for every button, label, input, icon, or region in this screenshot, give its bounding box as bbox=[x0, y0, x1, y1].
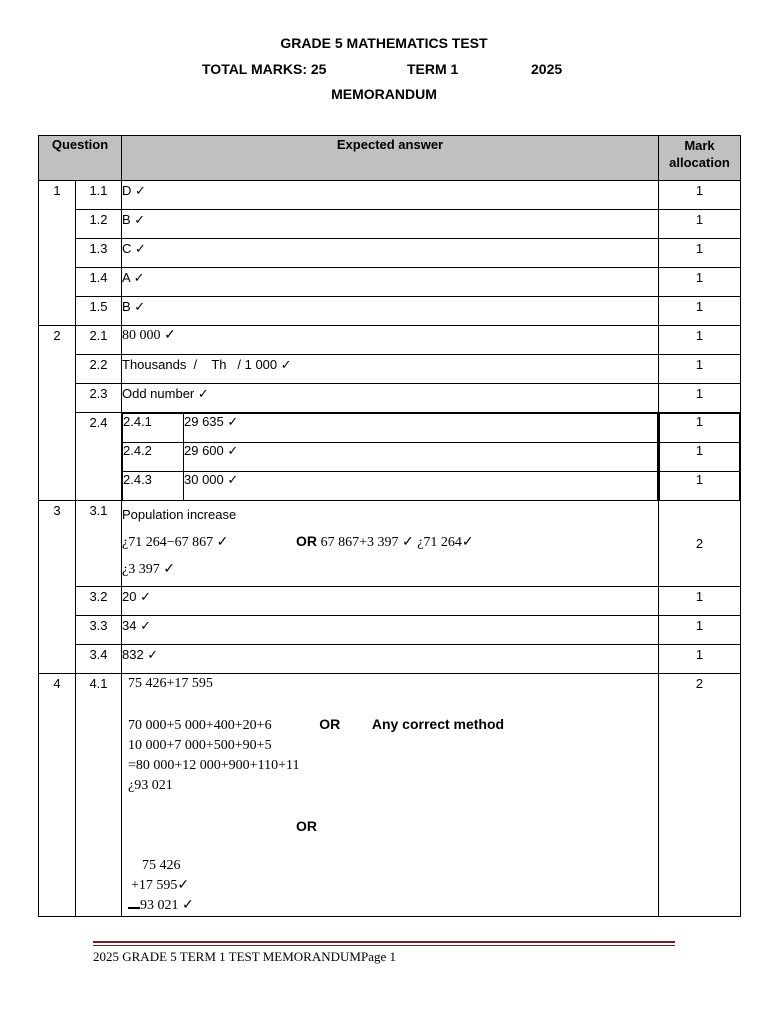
answer-cell: 832 ✓ bbox=[122, 645, 659, 674]
question-number: 1 bbox=[39, 181, 76, 326]
mark-subtable-cell bbox=[659, 413, 741, 501]
answer-line: Population increase bbox=[122, 507, 237, 522]
answer-cell: Thousands / Th / 1 000 ✓ bbox=[122, 355, 659, 384]
answer-cell: 80 000 ✓ bbox=[122, 326, 659, 355]
test-title: GRADE 5 MATHEMATICS TEST bbox=[280, 35, 488, 51]
answer-cell: D ✓ bbox=[122, 181, 659, 210]
working-text: 70 000+5 000+400+20+6 bbox=[128, 718, 272, 733]
sub-question: 2.1 bbox=[76, 326, 122, 355]
answer-line: ¿3 397 ✓ bbox=[122, 562, 175, 577]
answer-cell: A ✓ bbox=[122, 268, 659, 297]
mark-cell: 1 bbox=[660, 472, 740, 501]
mark-cell: 1 bbox=[660, 414, 740, 443]
answer-line bbox=[122, 528, 658, 556]
sub-sub-question: 2.4.3 bbox=[123, 472, 184, 501]
mark-cell: 1 bbox=[659, 355, 741, 384]
mark-cell: 1 bbox=[659, 587, 741, 616]
sub-question: 2.4 bbox=[76, 413, 122, 501]
page-footer: 2025 GRADE 5 TERM 1 TEST MEMORANDUMPage 1 bbox=[93, 949, 396, 964]
header-question: Question bbox=[39, 136, 122, 181]
sub-question: 2.2 bbox=[76, 355, 122, 384]
sub-question: 2.3 bbox=[76, 384, 122, 413]
mark-cell: 1 bbox=[659, 384, 741, 413]
sub-sub-question: 2.4.1 bbox=[123, 414, 184, 443]
any-method-note: Any correct method bbox=[371, 716, 505, 732]
answer-line: =80 000+12 000+900+110+11 bbox=[128, 758, 300, 773]
answer-subtable bbox=[122, 413, 658, 500]
sub-question: 1.1 bbox=[76, 181, 122, 210]
answer-line bbox=[128, 896, 652, 916]
answer-cell bbox=[122, 674, 659, 917]
answer-cell: 34 ✓ bbox=[122, 616, 659, 645]
or-label: OR bbox=[319, 716, 341, 732]
working-text: ¿71 264−67 867 ✓ bbox=[122, 535, 229, 550]
answer-cell: C ✓ bbox=[122, 239, 659, 268]
answer-cell: 30 000 ✓ bbox=[184, 472, 658, 501]
answer-cell: B ✓ bbox=[122, 210, 659, 239]
answer-cell: 29 635 ✓ bbox=[184, 414, 658, 443]
mark-cell: 1 bbox=[659, 239, 741, 268]
sub-question: 1.5 bbox=[76, 297, 122, 326]
mark-cell: 1 bbox=[659, 297, 741, 326]
sub-question: 3.1 bbox=[76, 501, 122, 587]
mark-subtable bbox=[659, 413, 740, 500]
answer-subtable-cell bbox=[122, 413, 659, 501]
question-number: 2 bbox=[39, 326, 76, 501]
memo-table bbox=[38, 135, 741, 917]
mark-cell: 1 bbox=[659, 268, 741, 297]
sub-question: 1.2 bbox=[76, 210, 122, 239]
mark-cell: 1 bbox=[659, 326, 741, 355]
sub-question: 1.3 bbox=[76, 239, 122, 268]
header-mark-line1: Mark bbox=[684, 138, 715, 153]
mark-cell: 1 bbox=[659, 181, 741, 210]
header-expected-answer: Expected answer bbox=[122, 136, 659, 181]
answer-line: +17 595✓ bbox=[131, 878, 190, 893]
header-mark-allocation bbox=[659, 136, 741, 181]
sub-question: 3.3 bbox=[76, 616, 122, 645]
term-label: TERM 1 bbox=[407, 61, 459, 77]
answer-cell: B ✓ bbox=[122, 297, 659, 326]
mark-cell: 2 bbox=[659, 501, 741, 587]
answer-cell: Odd number ✓ bbox=[122, 384, 659, 413]
mark-cell: 1 bbox=[659, 210, 741, 239]
footer-rule bbox=[93, 941, 675, 943]
mark-cell: 1 bbox=[659, 645, 741, 674]
or-label: OR bbox=[296, 818, 317, 834]
working-text: 93 021 ✓ bbox=[140, 898, 194, 913]
memorandum-subtitle: MEMORANDUM bbox=[331, 86, 437, 102]
answer-line: 75 426+17 595 bbox=[128, 676, 213, 691]
question-number: 4 bbox=[39, 674, 76, 917]
sub-question: 1.4 bbox=[76, 268, 122, 297]
sub-question: 3.2 bbox=[76, 587, 122, 616]
answer-cell bbox=[122, 501, 659, 587]
mark-cell: 1 bbox=[659, 616, 741, 645]
underline-mark bbox=[128, 907, 140, 909]
sub-question: 3.4 bbox=[76, 645, 122, 674]
footer-rule-thin bbox=[93, 945, 675, 946]
answer-line bbox=[128, 714, 652, 736]
answer-line: 75 426 bbox=[142, 858, 181, 873]
year-label: 2025 bbox=[531, 61, 563, 77]
working-text: 67 867+3 397 ✓ ¿71 264✓ bbox=[320, 535, 474, 550]
sub-question: 4.1 bbox=[76, 674, 122, 917]
total-marks: TOTAL MARKS: 25 bbox=[202, 61, 327, 77]
mark-cell: 1 bbox=[660, 443, 740, 472]
answer-line: 10 000+7 000+500+90+5 bbox=[128, 738, 272, 753]
header-mark-line2: allocation bbox=[669, 155, 730, 170]
or-label: OR bbox=[295, 533, 317, 549]
sub-sub-question: 2.4.2 bbox=[123, 443, 184, 472]
answer-cell: 20 ✓ bbox=[122, 587, 659, 616]
answer-line: ¿93 021 bbox=[128, 778, 173, 793]
mark-cell: 2 bbox=[659, 674, 741, 917]
answer-cell: 29 600 ✓ bbox=[184, 443, 658, 472]
question-number: 3 bbox=[39, 501, 76, 674]
